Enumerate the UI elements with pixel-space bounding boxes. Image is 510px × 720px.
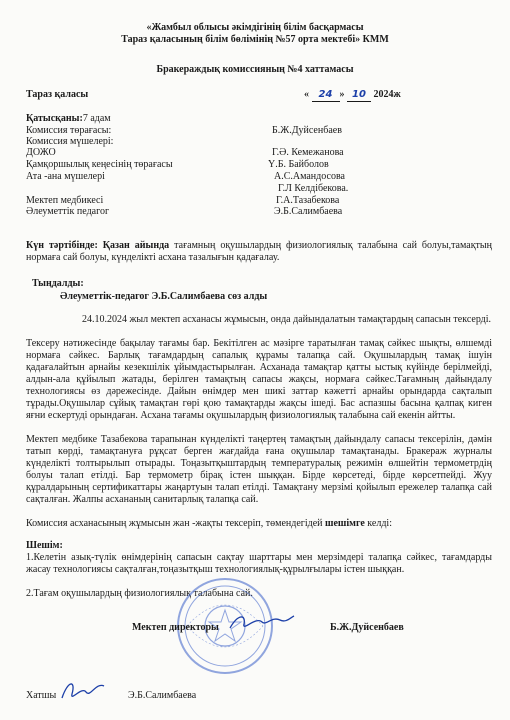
date-year: 2024ж [373,89,401,100]
body-intro: 24.10.2024 жыл мектеп асханасы жұмысын, онда дайындалатын тамақтардың сапасын тексерді. [82,314,492,325]
member-role: Комиссия мүшелері: [26,136,114,147]
header-line-1: «Жамбыл облысы әкімдігінің білім басқармасы [146,22,364,33]
listened-speaker: Әлеуметтік-педагог Э.Б.Салимбаева сөз алды [60,291,268,302]
member-name: Б.Ж.Дуйсенбаев [272,125,342,136]
place: Тараз қаласы [26,89,89,100]
attendance [26,113,111,125]
agenda-highlight: Қазан айында [102,240,170,251]
date-line [304,89,401,102]
member-name: Г.А.Тазабекова [276,195,340,206]
conclusion-word: шешімге [325,518,365,529]
conclusion-suffix: келді: [364,518,392,529]
member-role: Әлеуметтік педагог [26,206,110,217]
agenda [26,240,492,264]
director-signature-icon [226,610,296,634]
director-label: Мектеп директоры [132,622,219,633]
member-role: Мектеп медбикесі [26,195,104,206]
agenda-text: тағамның оқушылардың физиологиялық талабына сай болуы,тамақтың нормаға сай болуы, күнделікті асхана тазалығын қадағалау. [26,240,492,263]
date-close-quote: » [339,89,345,100]
date-day: 24 [312,89,340,102]
attendance-value: 7 адам [82,113,111,124]
member-name: Э.Б.Салимбаева [274,206,343,217]
date-month: 10 [347,89,371,102]
member-name: А.С.Амандосова [274,171,345,182]
decision-item-1: 1.Келетін азық-түлік өнімдерінің сапасын сақтау шарттары мен мерзімдері талапқа сәйкес, тағамдарды жасау технологиясы сақталған,тоңазытқыш технологиялық-құрылғылары істен шыққан. [26,552,492,575]
member-name: Г.Л Келдібекова. [278,183,349,194]
secretary-name: Э.Б.Салимбаева [128,690,197,701]
header-line-2: Тараз қаласының білім бөлімінің №57 орта мектебі» КММ [121,34,389,45]
decision-label: Шешім: [26,540,63,551]
conclusion-prefix: Комиссия асханасының жұмысын жан -жақты тексеріп, төмендегідей [26,518,326,529]
body-paragraph-1: Тексеру нәтижесінде бақылау тағамы бар. Бекітілген ас мәзірге таратылған тамақ сәйкес шықты, өлшемді нормаға сәйкес. Барлық тағамдардың сапалық құрамы талапқа сай. Оқушылардың тамақ ішуін қадағалайтын арнайы кезекшілік ұйымдастырылған. Асханада тамақтар қатты ыстық күйінде берілмейді, алдын-ала құйылып жатады, берілген тамақтың сапасы жақсы, нормаға сәйкес.Тағамның дайындалу технологиясы өз дәрежесінде. Дайын өнімдер мен шикі заттар кәжетті арнайы орындарда сақталып тұрады.Оқушылар сұйық тамақтан гөрі қою тамақтарды жақсы ішеді. Бас аспазшы басына қалпақ киген яғни ескертуді орындаған. Асхана тағамы оқушылардың физиологиялық талабына сай екенін айтты. [26,338,492,421]
director-name: Б.Ж.Дуйсенбаев [330,622,404,633]
attendance-label: Қатысқаны: [26,113,83,124]
member-role: Қамқоршылық кеңесінің төрағасы [26,159,173,170]
listened-label: Тыңдалды: [32,278,84,289]
secretary-label: Хатшы [26,690,57,701]
member-name: Ү.Б. Байболов [268,159,329,170]
body-paragraph-2: Мектеп медбике Тазабекова тарапынан күнделікті таңертең тамақтың дайындалу сапасы тексерілін, дәмін татып көрді, тамақтануға рұқсат берген жағдайда ғана оқушылар тамақтанады. Бракераж журналы күнделікті толтырылып отырады. Тоңазытқыштардың температуралық режимін өлшейтін термометрдің болуы талап етілді. Бар термометр бірақ істен шыққан. Бірде көрсетеді, бірде көрсетпейді. Жуу құралдарының сертификаттары жаңартуын талап етілді. Тамақтану мерзімі қойылып ережелер талапқа сай сақталған. Жалпы асхананың санитарлық талапқа сай. [26,434,492,505]
decision-item-2: 2.Тағам оқушылардың физиологиялық талабына сай. [26,588,253,599]
member-role: ДОЖО [26,147,56,158]
conclusion [26,518,492,530]
member-name: Г.Ә. Кемежанова [272,147,344,158]
member-role: Комиссия төрағасы: [26,125,112,136]
date-open-quote: « [304,89,309,100]
agenda-label: Күн тәртібінде: [26,240,98,251]
secretary-signature-icon [58,678,108,704]
document-title: Бракераждық комиссияның №4 хаттамасы [156,64,354,75]
member-role: Ата -ана мүшелері [26,171,105,182]
